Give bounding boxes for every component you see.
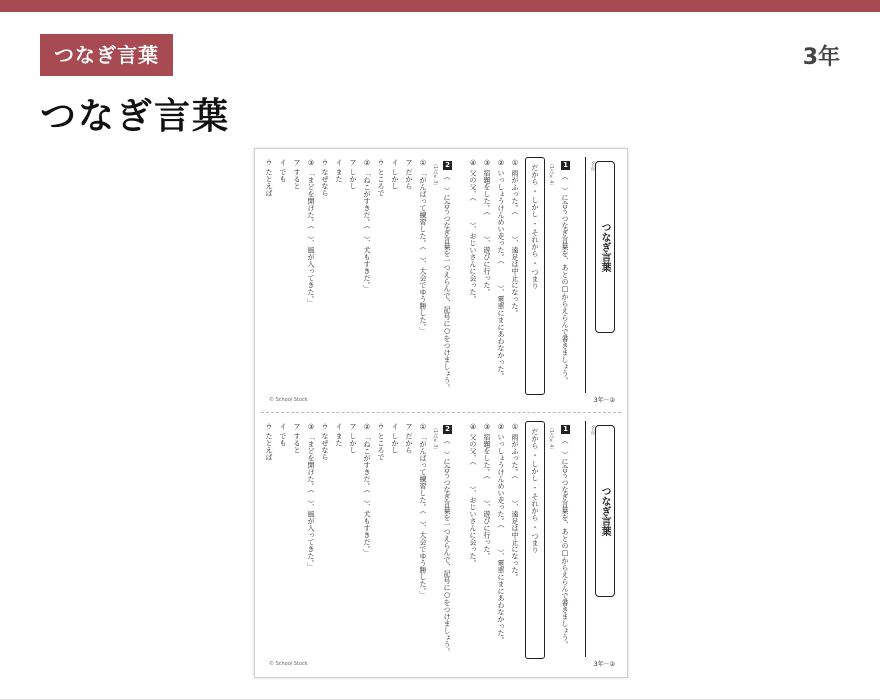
page-title: つなぎ言葉: [40, 96, 231, 137]
q2-line: ア すると: [293, 423, 301, 454]
q2-line: ウ ところで: [377, 423, 385, 461]
q1-item: ① 雨がふった。（ ）、遠足は中止になった。: [511, 423, 519, 581]
name-label: 名前: [590, 161, 596, 171]
worksheet-title-box: [595, 161, 615, 333]
q2-line: イ また: [335, 423, 343, 447]
worksheet-title: つなぎ言葉: [599, 486, 610, 536]
name-label: 名前: [590, 425, 596, 435]
category-badge: つなぎ言葉: [40, 34, 173, 76]
q2-line: ア しかし: [349, 423, 357, 454]
q1-choice-box: [525, 421, 545, 659]
q1-item: ② いっしょうけんめい走った。（ ）、電車にまにあわなかった。: [497, 159, 505, 380]
q2-line: イ でも: [279, 159, 287, 183]
q1-item: ③ 宿題をした。（ ）、遊びに行った。: [483, 159, 491, 296]
q2-line: ① 「がんばって練習した。（ ）、大会でゆう勝した。」: [419, 423, 427, 598]
footer-copyright: © School Stock: [269, 397, 308, 403]
q1-number: 1: [561, 161, 570, 170]
q1-points: （1点×4）: [548, 161, 554, 189]
q1-item: ① 雨がふった。（ ）、遠足は中止になった。: [511, 159, 519, 317]
q2-line: ① 「がんばって練習した。（ ）、大会でゆう勝した。」: [419, 159, 427, 334]
q1-item: ② いっしょうけんめい走った。（ ）、電車にまにあわなかった。: [497, 423, 505, 644]
q1-choices: だから ・ しかし ・ それから ・ つまり: [531, 428, 539, 554]
q2-number: 2: [443, 425, 452, 434]
q2-line: ② 「ねこがすきだ。（ ）、犬もすきだ。」: [363, 159, 371, 292]
q2-line: ウ なぜなら: [321, 423, 329, 461]
q2-line: イ でも: [279, 423, 287, 447]
q2-points: （1点×3）: [432, 425, 438, 453]
q2-number: 2: [443, 161, 452, 170]
q1-number: 1: [561, 425, 570, 434]
q1-item: ③ 宿題をした。（ ）、遊びに行った。: [483, 423, 491, 560]
worksheet-copy-top: [255, 149, 627, 413]
q2-line: ③ 「まどを開けた。（ ）、風が入ってきた。」: [307, 159, 315, 306]
q1-choices: だから ・ しかし ・ それから ・ つまり: [531, 164, 539, 290]
q2-line: ③ 「まどを開けた。（ ）、風が入ってきた。」: [307, 423, 315, 570]
q2-line: ア だから: [405, 159, 413, 190]
worksheet-title: つなぎ言葉: [599, 222, 610, 272]
footer-grade: 3年－②: [593, 397, 615, 404]
top-accent-bar: [0, 0, 880, 12]
q2-line: ア しかし: [349, 159, 357, 190]
worksheet-preview: [254, 148, 628, 678]
q1-instruction: （ ）に合うつなぎ言葉を、あとの□からえらんで書きましょう。: [561, 437, 569, 648]
q2-line: ア すると: [293, 159, 301, 190]
worksheet-title-box: [595, 425, 615, 597]
q2-line: イ また: [335, 159, 343, 183]
worksheet-copy-bottom: [255, 413, 627, 677]
grade-label: 3年: [802, 45, 840, 70]
q1-item: ④ 父の父、（ ）、おじいさんに会った。: [469, 159, 477, 303]
q2-line: ウ なぜなら: [321, 159, 329, 197]
q2-line: イ しかし: [391, 159, 399, 190]
q2-line: ウ ところで: [377, 159, 385, 197]
q2-line: ウ たとえば: [265, 423, 273, 461]
q2-line: ウ たとえば: [265, 159, 273, 197]
q2-line: ア だから: [405, 423, 413, 454]
footer-copyright: © School Stock: [269, 661, 308, 667]
q2-line: イ しかし: [391, 423, 399, 454]
q2-instruction: （ ）に合うつなぎ言葉を一つえらんで、記号に○をつけましょう。: [443, 173, 451, 391]
q1-instruction: （ ）に合うつなぎ言葉を、あとの□からえらんで書きましょう。: [561, 173, 569, 384]
q2-instruction: （ ）に合うつなぎ言葉を一つえらんで、記号に○をつけましょう。: [443, 437, 451, 655]
q1-points: （1点×4）: [548, 425, 554, 453]
q2-points: （1点×3）: [432, 161, 438, 189]
q2-line: ② 「ねこがすきだ。（ ）、犬もすきだ。」: [363, 423, 371, 556]
q1-choice-box: [525, 157, 545, 395]
q1-item: ④ 父の父、（ ）、おじいさんに会った。: [469, 423, 477, 567]
footer-grade: 3年－②: [593, 661, 615, 668]
